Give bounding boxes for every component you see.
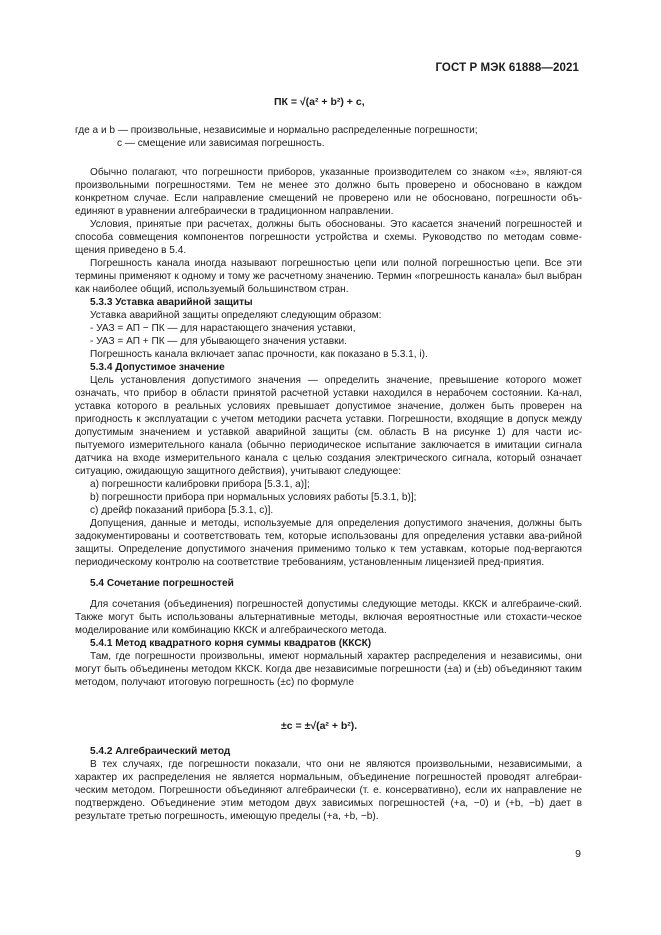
paragraph-setpoint-definition: Уставка аварийной защиты определяют следующим образом: — [90, 310, 382, 321]
section-heading-5-3-3: 5.3.3 Уставка аварийной защиты — [90, 297, 253, 308]
paragraph-instrument-errors: Обычно полагают, что погрешности приборов, указанные производителем со знаком «±», являют-ся произвольными погрешностями. Тем не менее это должно быть проверено и обосновано в каждом конкретном случае. Если направление смещений не проверено или не обосновано, погрешности объ-единяют в уравнении алгебраически в традиционном направлении. — [75, 167, 582, 217]
algebraic-block — [75, 745, 582, 823]
list-item-decreasing: - УАЗ = АП + ПК — для убывающего значения уставки. — [90, 336, 347, 347]
standard-header: ГОСТ Р МЭК 61888—2021 — [435, 62, 579, 74]
paragraph-conditions: Условия, принятые при расчетах, должны быть обоснованы. Это касается значений погрешностей и способа совмещения компонентов погрешности устройства и схемы. Руководство по методам совме-щения приведено в 5.4. — [75, 219, 582, 256]
section-heading-5-3-4: 5.3.4 Допустимое значение — [90, 362, 225, 373]
list-item-increasing: - УАЗ = АП − ПК — для нарастающего значения уставки, — [90, 323, 356, 334]
paragraph-combination-methods: Для сочетания (объединения) погрешностей допустимы следующие методы. ККСК и алгебраиче-ский. Также могут быть использованы альтернативные методы, включая вероятностные или стохасти-ческое моделирование или комбинацию ККСК и алгебраического метода. — [75, 599, 582, 636]
paragraph-allowable-value: Цель установления допустимого значения — определить значение, превышение которого может означать, что прибор в области принятой расчетной уставки находился в нерабочем состоянии. Ка-нал, уставка которого в реальных условиях превышает допустимое значение, должен быть проверен на пригодность к эксплуатации с учетом методики расчета уставки. Погрешности, входящие в допуск между допустимым значением и уставкой аварийной защиты (см. область B на рисунке 1) для части ис-пытуемого измерительного канала (обычно периодическое испытание заключается в имитации сигнала датчика на входе измерительного канала с целью создания электрического сигнала, который означает ситуацию, ожидающую защитного действия), учитывают следующее: — [75, 375, 582, 477]
list-item-b: b) погрешности прибора при нормальных условиях работы [5.3.1, b)]; — [90, 492, 417, 503]
paragraph-safety-margin: Погрешность канала включает запас прочности, как показано в 5.3.1, i). — [90, 349, 428, 360]
section-heading-5-4-2: 5.4.2 Алгебраический метод — [90, 746, 231, 757]
definition-c: c — смещение или зависимая погрешность. — [117, 138, 325, 149]
list-item-a: a) погрешности калибровки прибора [5.3.1, a)]; — [90, 479, 310, 490]
formula-channel-error: ПК = √(a² + b²) + c, — [274, 96, 365, 108]
formula-definitions — [75, 124, 582, 150]
list-item-c: c) дрейф показаний прибора [5.3.1, c)]. — [90, 505, 274, 516]
paragraph-srss: Там, где погрешности произвольны, имеют нормальный характер распределения и независимы, они могут быть объединены методом ККСК. Когда две независимые погрешности (±a) и (±b) объединяют таким методом, получают итоговую погрешность (±c) по формуле — [75, 651, 582, 688]
paragraph-assumptions: Допущения, данные и методы, используемые для определения допустимого значения, должны быть задокументированы и соответствовать тем, которые использованы для определения уставки ава-рийной защиты. Определение допустимого значения применимо только к тем уставкам, которые под-вергаются периодическому контролю на соответствие требованиям, установленным лицензией пред-приятия. — [75, 518, 582, 568]
main-text-block — [75, 166, 582, 689]
definition-a-b: где a и b — произвольные, независимые и нормально распределенные погрешности; — [75, 125, 478, 136]
section-heading-5-4: 5.4 Сочетание погрешностей — [90, 578, 234, 589]
page-number: 9 — [575, 848, 581, 860]
paragraph-algebraic: В тех случаях, где погрешности показали, что они не являются произвольными, независимыми, а характер их распределения не является нормальным, объединение погрешностей проводят алгебраи-ческим методом. Погрешности объединяют алгебраически (т. е. консервативно), если их направление не подтверждено. Объединение этим методом двух зависимых погрешностей (+a, −0) и (+b, −b) дает в результате третью погрешность, имеющую пределы (+a, +b, −b). — [75, 759, 582, 822]
formula-srss: ±c = ±√(a² + b²). — [281, 720, 358, 732]
section-heading-5-4-1: 5.4.1 Метод квадратного корня суммы квадратов (ККСК) — [90, 638, 372, 649]
paragraph-channel-error: Погрешность канала иногда называют погрешностью цепи или полной погрешностью цепи. Все эти термины применяют к одному и тому же расчетному значению. Термин «погрешность канала» был выбран как наиболее общий, используемый большинством стран. — [75, 258, 582, 295]
